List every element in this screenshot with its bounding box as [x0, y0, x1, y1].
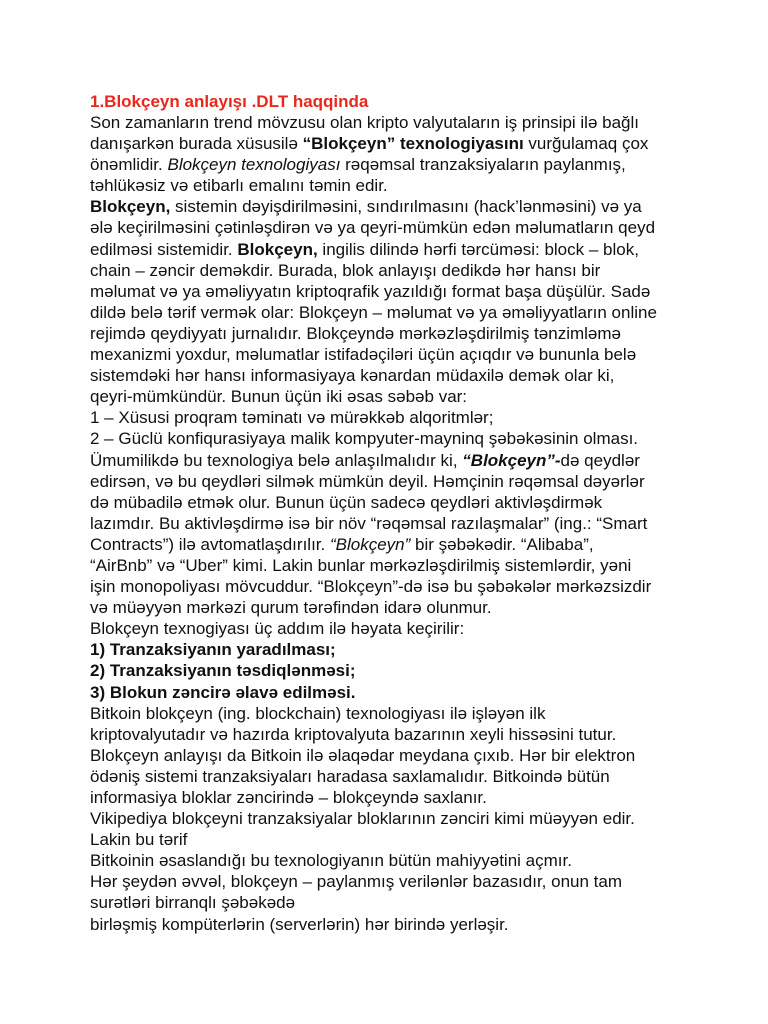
- text-line: [90, 660, 728, 681]
- text-run: də mübadilə etmək olur. Bunun üçün sadecə qeydləri aktivləşdirmək: [90, 492, 603, 512]
- text-run: “AirBnb” və “Uber” kimi. Lakin bunlar mərkəzləşdirilmiş sistemlərdir, yəni: [90, 555, 632, 575]
- text-line: [90, 871, 728, 892]
- text-run: ingilis dilində hərfi tərcüməsi: block – blok,: [317, 239, 639, 259]
- text-line: [90, 850, 728, 871]
- text-run: dildə belə tərif vermək olar: Blokçeyn – məlumat və ya əməliyyatların online: [90, 302, 657, 322]
- text-run: işin monopoliyası mövcuddur. “Blokçeyn”-də isə bu şəbəkələr mərkəzsizdir: [90, 577, 652, 597]
- text-line: [90, 618, 728, 639]
- text-run: rejimdə qeydiyyatı jurnalıdır. Blokçeyndə mərkəzləşdirilmiş tənzimləmə: [90, 323, 621, 343]
- emphasized-text: Blokçeyn,: [237, 239, 318, 259]
- text-line: [90, 534, 728, 555]
- text-run: Bitkoinin əsaslandığı bu texnologiyanın bütün mahiyyətini açmır.: [90, 851, 572, 871]
- text-run: məlumat və ya əməliyyatın kriptoqrafik yazıldığı format başa düşülür. Sadə: [90, 281, 651, 301]
- text-run: Hər şeydən əvvəl, blokçeyn – paylanmış verilənlər bazasıdır, onun tam: [90, 872, 622, 892]
- text-line: [90, 513, 728, 534]
- text-line: [90, 133, 728, 154]
- text-line: [90, 407, 728, 428]
- text-run: qeyri-mümkündür. Bunun üçün iki əsas səbəb var:: [90, 387, 468, 407]
- text-run: birləşmiş kompüterlərin (serverlərin) hər birində yerləşir.: [90, 914, 509, 934]
- text-line: [90, 639, 728, 660]
- emphasized-text: Blokçeyn,: [90, 197, 171, 217]
- text-line: [90, 239, 728, 260]
- text-run: 1 – Xüsusi proqram təminatı və mürəkkəb alqoritmlər;: [90, 408, 494, 428]
- text-line: [90, 703, 728, 724]
- text-line: [90, 724, 728, 745]
- text-run: rəqəmsal tranzaksiyaların paylanmış,: [340, 155, 626, 175]
- text-line: [90, 492, 728, 513]
- text-run: edilməsi sistemidir.: [90, 239, 238, 259]
- emphasized-text: “Blokçeyn”-: [462, 450, 561, 470]
- text-run: sistemin dəyişdirilməsini, sındırılmasını (hack’lənməsini) və ya: [170, 197, 642, 217]
- text-line: [90, 450, 728, 471]
- text-run: edirsən, və bu qeydləri silmək mümkün deyil. Həmçinin rəqəmsal dəyərlər: [90, 471, 645, 491]
- text-run: Blokçeyn texnogiyası üç addım ilə həyata keçirilir:: [90, 619, 465, 639]
- text-line: [90, 745, 728, 766]
- text-line: [90, 175, 728, 196]
- text-line: [90, 808, 728, 829]
- section-heading: 1.Blokçeyn anlayışı .DLT haqqinda: [90, 92, 369, 111]
- emphasized-text: “Blokçeyn”: [329, 534, 411, 554]
- text-run: kriptovalyutadır və hazırda kriptovalyuta bazarının xeyli hissəsini tutur.: [90, 724, 617, 744]
- text-line: [90, 323, 728, 344]
- text-line: [90, 914, 728, 935]
- text-run: Son zamanların trend mövzusu olan kripto valyutaların iş prinsipi ilə bağlı: [90, 113, 639, 132]
- text-run: də qeydlər: [560, 450, 640, 470]
- text-run: və müəyyən mərkəzi qurum tərəfindən idarə olunmur.: [90, 598, 492, 618]
- text-line: [90, 555, 728, 576]
- text-run: lazımdır. Bu aktivləşdirmə isə bir növ “rəqəmsal razılaşmalar” (ing.: “Smart: [90, 513, 648, 533]
- text-run: bir şəbəkədir. “Alibaba”,: [410, 534, 594, 554]
- emphasized-text: 1) Tranzaksiyanın yaradılması;: [90, 640, 336, 660]
- text-line: [90, 471, 728, 492]
- text-run: Lakin bu tərif: [90, 830, 188, 850]
- text-line: [90, 766, 728, 787]
- text-line: [90, 386, 728, 407]
- text-run: Contracts”) ilə avtomatlaşdırılır.: [90, 534, 330, 554]
- text-run: vurğulamaq çox: [523, 134, 649, 154]
- text-line: [90, 154, 728, 175]
- text-run: mexanizmi yoxdur, məlumatlar istifadəçiləri üçün açıqdır və bununla belə: [90, 345, 637, 365]
- emphasized-text: Blokçeyn texnologiyası: [167, 155, 341, 175]
- emphasized-text: “Blokçeyn” texnologiyasını: [302, 134, 524, 154]
- text-line: [90, 281, 728, 302]
- text-line: [90, 217, 728, 238]
- text-run: Blokçeyn anlayışı da Bitkoin ilə əlaqədar meydana çıxıb. Hər bir elektron: [90, 745, 636, 765]
- text-run: ələ keçirilməsini çətinləşdirən və ya qeyri-mümkün edən məlumatların qeyd: [90, 218, 656, 238]
- text-line: [90, 892, 728, 913]
- text-run: Bitkoin blokçeyn (ing. blockchain) texnologiyası ilə işləyən ilk: [90, 703, 546, 723]
- text-line: [90, 597, 728, 618]
- text-run: Vikipediya blokçeyni tranzaksiyalar bloklarının zənciri kimi müəyyən edir.: [90, 809, 635, 829]
- text-run: sistemdəki hər hansı informasiyaya kənardan müdaxilə demək olar ki,: [90, 366, 615, 386]
- body-text: [90, 112, 728, 935]
- text-line: [90, 112, 728, 133]
- text-run: 2 – Güclü konfiqurasiyaya malik kompyuter-mayninq şəbəkəsinin olması.: [90, 429, 639, 449]
- text-run: ödəniş sistemi tranzaksiyaları haradasa saxlamalıdır. Bitkoində bütün: [90, 766, 610, 786]
- text-line: [90, 344, 728, 365]
- text-line: [90, 787, 728, 808]
- text-run: Ümumilikdə bu texnologiya belə anlaşılmalıdır ki,: [90, 450, 463, 470]
- text-run: chain – zəncir deməkdir. Burada, blok anlayışı dedikdə hər hansı bir: [90, 260, 601, 280]
- emphasized-text: 2) Tranzaksiyanın təsdiqlənməsi;: [90, 661, 356, 681]
- text-line: [90, 365, 728, 386]
- emphasized-text: 3) Blokun zəncirə əlavə edilməsi.: [90, 682, 356, 702]
- text-line: [90, 196, 728, 217]
- text-line: [90, 682, 728, 703]
- text-line: [90, 829, 728, 850]
- text-run: surətləri birranqlı şəbəkədə: [90, 893, 296, 913]
- text-line: [90, 428, 728, 449]
- text-run: önəmlidir.: [90, 155, 168, 175]
- text-line: [90, 576, 728, 597]
- text-run: danışarkən burada xüsusilə: [90, 134, 303, 154]
- text-run: təhlükəsiz və etibarlı emalını təmin edir.: [90, 176, 388, 196]
- text-line: [90, 260, 728, 281]
- text-run: informasiya bloklar zəncirində – blokçeyndə saxlanır.: [90, 788, 487, 807]
- text-line: [90, 302, 728, 323]
